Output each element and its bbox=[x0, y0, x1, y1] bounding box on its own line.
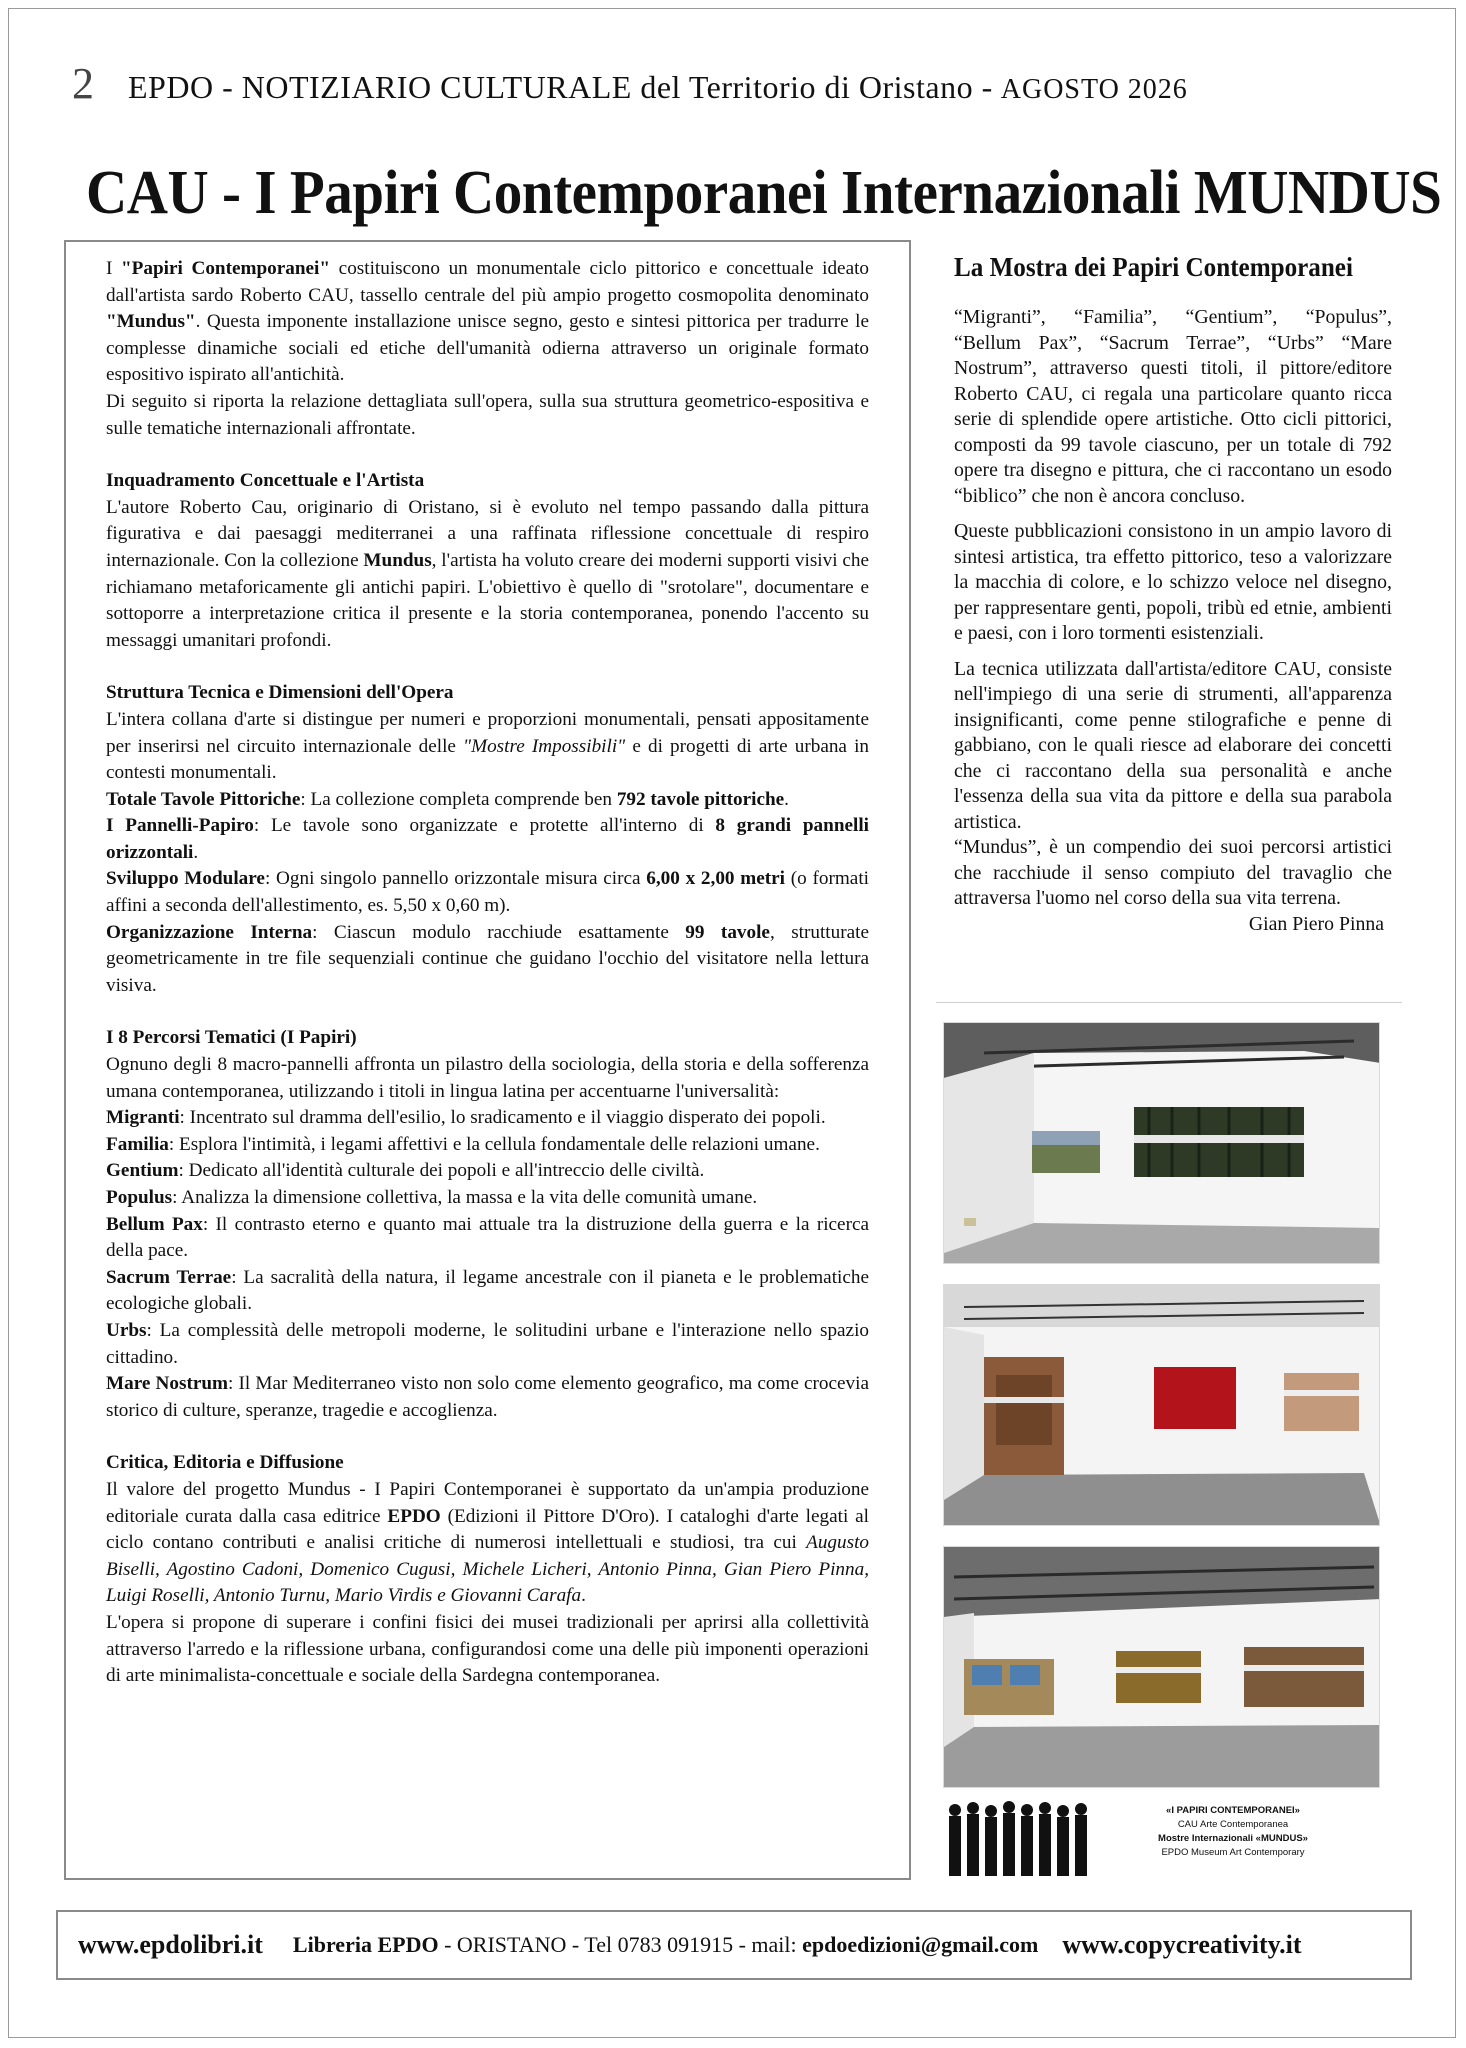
article-main bbox=[64, 240, 911, 1880]
signature: Gian Piero Pinna bbox=[1248, 912, 1384, 935]
section-heading: Struttura Tecnica e Dimensioni dell'Opera bbox=[106, 682, 454, 704]
website-link-epdolibri[interactable]: www.epdolibri.it bbox=[78, 1930, 263, 1959]
intro-paragraph: I "Papiri Contemporanei" costituiscono un monumentale ciclo pittorico e concettuale ideato dall'artista sardo Roberto CAU, tassello centrale del più ampio progetto cosmopolita denominato "Mundus". Questa imponente installazione unisce segno, gesto e sintesi pittorica per tradurre le complesse dinamiche sociali ed etiche dell'umanità odierna attraverso un originale formato espositivo ispirato all'antichità. bbox=[106, 258, 870, 386]
sidebar bbox=[936, 240, 1402, 937]
divider bbox=[936, 1002, 1402, 1003]
section-heading: Inquadramento Concettuale e l'Artista bbox=[106, 470, 425, 492]
theme-item: Urbs: La complessità delle metropoli moderne, le solitudini urbane e l'interazione nello spazio cittadino. bbox=[106, 1319, 869, 1368]
list-item: Sviluppo Modulare: Ogni singolo pannello orizzontale misura circa 6,00 x 2,00 metri (o formati affini a seconda dell'allestimento, es. 5,50 x 0,60 m). bbox=[106, 868, 869, 917]
list-item: Totale Tavole Pittoriche: La collezione completa comprende ben 792 tavole pittoriche. bbox=[106, 788, 789, 810]
theme-item: Familia: Esplora l'intimità, i legami affettivi e la cellula fondamentale delle relazioni umane. bbox=[106, 1133, 820, 1155]
gallery-photo-2 bbox=[943, 1284, 1380, 1526]
email-link[interactable]: epdoedizioni@gmail.com bbox=[802, 1932, 1039, 1957]
caption-text: «I PAPIRI CONTEMPORANEI» CAU Arte Contemporanea Mostre Internazionali «MUNDUS» EPDO Museum Art Contemporary bbox=[1158, 1805, 1308, 1858]
page-number: 2 bbox=[72, 59, 94, 108]
header-title: EPDO - NOTIZIARIO CULTURALE del Territorio di Oristano - bbox=[128, 69, 993, 105]
section-paragraph: L'intera collana d'arte si distingue per numeri e proporzioni monumentali, pensati appositamente per inserirsi nel circuito internazionale delle "Mostre Impossibili" e di progetti di arte urbana in contesti monumentali. bbox=[106, 708, 869, 784]
theme-item: Populus: Analizza la dimensione collettiva, la massa e la vita delle comunità umane. bbox=[106, 1187, 758, 1208]
gallery-photo-1 bbox=[943, 1022, 1380, 1264]
sidebar-paragraph: “Mundus”, è un compendio dei suoi percorsi artistici che racchiude il senso compiuto del travaglio che attraversa l'uomo nel corso della sua vita terrena. Gian Piero Pinna bbox=[954, 835, 1392, 912]
theme-item: Gentium: Dedicato all'identità culturale dei popoli e all'intreccio delle civiltà. bbox=[106, 1160, 705, 1182]
intro-paragraph-2: Di seguito si riporta la relazione dettagliata sull'opera, sulla sua struttura geometrico-espositiva e sulle tematiche internazionali affrontate. bbox=[106, 390, 869, 439]
section-heading: Critica, Editoria e Diffusione bbox=[106, 1452, 344, 1474]
website-link-copycreativity[interactable]: www.copycreativity.it bbox=[1062, 1930, 1302, 1959]
theme-item: Sacrum Terrae: La sacralità della natura, il legame ancestrale con il pianeta e le problematiche ecologiche globali. bbox=[106, 1266, 869, 1315]
page-footer bbox=[56, 1910, 1412, 1980]
section-paragraph: L'autore Roberto Cau, originario di Oristano, si è evoluto nel tempo passando dalla pittura figurativa e dai paesaggi mediterranei a una raffinata riflessione concettuale di respiro internazionale. Con la collezione Mundus, l'artista ha voluto creare dei moderni supporti visivi che richiamano metaforicamente gli antichi papiri. L'obiettivo è quello di "srotolare", documentare e sottoporre a interpretazione critica il presente e la storia contemporanea, ponendo l'accento su messaggi umanitari profondi. bbox=[106, 496, 870, 651]
section-heading: I 8 Percorsi Tematici (I Papiri) bbox=[106, 1027, 357, 1049]
section-paragraph: Ognuno degli 8 macro-pannelli affronta un pilastro della sociologia, della storia e della sofferenza umana contemporanea, utilizzando i titoli in lingua latina per accentuarne l'universalità: bbox=[106, 1054, 869, 1102]
sidebar-paragraph: “Migranti”, “Familia”, “Gentium”, “Populus”, “Bellum Pax”, “Sacrum Terrae”, “Urbs” “Mare Nostrum”, attraverso questi titoli, il pittore/editore Roberto CAU, ci regala una particolare quanto ricca serie di splendide opere artistiche. Otto cicli pittorici, composti da 99 tavole ciascuno, per un totale di 792 opere tra disegno e pittura, che ci raccontano un esodo “biblico” che non è ancora concluso. bbox=[954, 306, 1392, 507]
header-month: AGOSTO 2026 bbox=[1000, 74, 1188, 105]
silhouettes-icon bbox=[943, 1798, 1093, 1880]
section-paragraph: Il valore del progetto Mundus - I Papiri Contemporanei è supportato da un'ampia produzione editoriale curata dalla casa editrice EPDO (Edizioni il Pittore D'Oro). I cataloghi d'arte legati al ciclo contano contributi e analisi critiche di numerosi intellettuali e studiosi, tra cui Augusto Biselli, Agostino Cadoni, Domenico Cugusi, Michele Licheri, Antonio Pinna, Gian Piero Pinna, Luigi Roselli, Antonio Turnu, Mario Virdis e Giovanni Carafa. bbox=[106, 1478, 869, 1607]
page-header bbox=[72, 58, 1372, 114]
sidebar-title: La Mostra dei Papiri Contemporanei bbox=[954, 252, 1353, 282]
footer-contact: Libreria EPDO - ORISTANO - Tel 0783 091915 - mail: epdoedizioni@gmail.com bbox=[292, 1932, 1039, 1957]
list-item: Organizzazione Interna: Ciascun modulo racchiude esattamente 99 tavole, strutturate geometricamente in tre file sequenziali continue che guidano l'occhio del visitatore nella lettura visiva. bbox=[106, 921, 869, 996]
gallery-photo-3 bbox=[943, 1546, 1380, 1788]
list-item: I Pannelli-Papiro: Le tavole sono organizzate e protette all'interno di 8 grandi pannelli orizzontali. bbox=[106, 815, 869, 863]
sidebar-paragraph: La tecnica utilizzata dall'artista/editore CAU, consiste nell'impiego di una serie di strumenti, all'apparenza insignificanti, come penne stilografiche e penne di gabbiano, con le quali riesce ad elaborare dei concetti che ci raccontano della sua personalità e anche l'essenza della sua vita da pittore e della sua parabola artistica. bbox=[954, 657, 1392, 833]
theme-item: Bellum Pax: Il contrasto eterno e quanto mai attuale tra la distruzione della guerra e la ricerca della pace. bbox=[106, 1213, 869, 1262]
theme-item: Mare Nostrum: Il Mar Mediterraneo visto non solo come elemento geografico, ma come crocevia storico di culture, speranze, tragedie e accoglienza. bbox=[106, 1373, 869, 1421]
theme-item: Migranti: Incentrato sul dramma dell'esilio, lo sradicamento e il viaggio disperato dei popoli. bbox=[106, 1107, 826, 1129]
gallery-caption bbox=[943, 1798, 1380, 1880]
sidebar-paragraph: Queste pubblicazioni consistono in un ampio lavoro di sintesi artistica, tra effetto pittorico, teso a valorizzare la macchia di colore, e lo schizzo veloce nel disegno, per rappresentare genti, popoli, tribù ed etnie, ambienti e paesi, con i loro tormenti esistenziali. bbox=[954, 520, 1392, 644]
section-paragraph: L'opera si propone di superare i confini fisici dei musei tradizionali per aprirsi alla collettività attraverso l'arredo e la riflessione urbana, configurandosi come una delle più imponenti operazioni di arte minimalista-concettuale e sociale della Sardegna contemporanea. bbox=[106, 1611, 869, 1687]
article-title: CAU - I Papiri Contemporanei Internazionali MUNDUS bbox=[86, 159, 1442, 227]
